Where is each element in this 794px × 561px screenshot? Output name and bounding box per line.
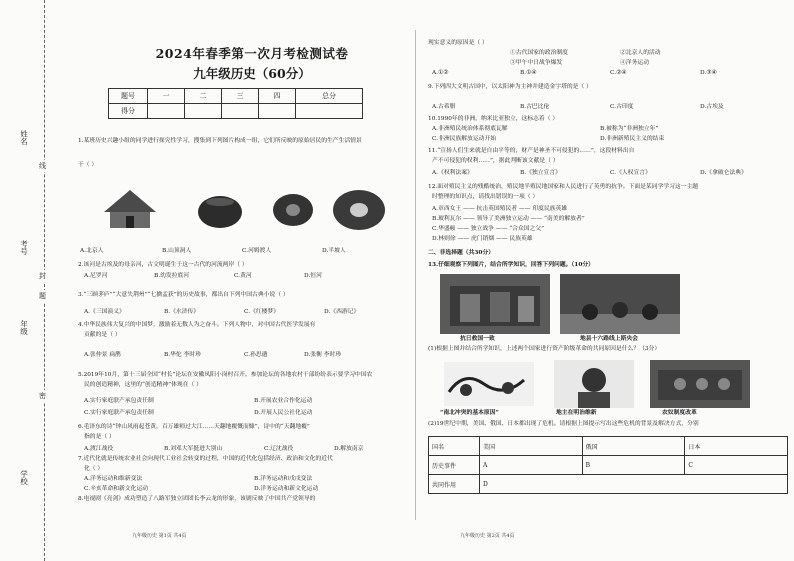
bowl-image [270, 190, 316, 230]
score-header-cell: 三 [222, 89, 259, 104]
binding-strip [0, 0, 62, 561]
q6-option-d[interactable]: D.解放南京 [334, 446, 364, 452]
photo-2-caption: 地县十六路线上斯央会 [580, 336, 638, 342]
answer-row-label: 历史事件 [429, 456, 480, 475]
question-3: 3.“三顾茅庐”“大意失荆州”“七擒孟获”的历史故事，都出自下列中国古典小说（ ） [78, 292, 289, 298]
q3-option-a[interactable]: A.《三国演义》 [84, 309, 125, 315]
photo-1-caption: 抗日救国一致 [460, 336, 495, 342]
question-13: 13.仔细观察下列图片，结合所学知识，回答下列问题。（10分） [428, 262, 594, 268]
answer-header-cell: 美国 [480, 437, 583, 456]
question-4: 4.中华民族伟大复兴的中国梦，激励着无数人为之奋斗。下列人物中，对中国古代医学发展有 [78, 322, 316, 328]
q1-option-d[interactable]: D.半坡人 [322, 248, 346, 254]
q11-option-d[interactable]: D.《拿破仑法典》 [700, 170, 747, 176]
score-cell[interactable] [185, 104, 222, 119]
q6-option-c[interactable]: C.辽沈战役 [264, 446, 294, 452]
q1-option-a[interactable]: A.北京人 [80, 248, 104, 254]
answer-row-label: 共同作用 [429, 475, 480, 494]
prev-question-tail: 现实意义的原因是（ ） [428, 40, 488, 46]
answer-header-cell: 俄国 [582, 437, 685, 456]
question-5: 5.2019年10月，第十三届全国“村长”论坛在安徽凤阳小岗村召开。参加论坛的各地农村干部纷纷表示要学习中国农 [78, 372, 373, 378]
answer-cell[interactable]: D [480, 475, 788, 494]
score-cell[interactable] [148, 104, 185, 119]
q9-option-d[interactable]: D.古埃及 [700, 104, 724, 110]
answer-cell[interactable]: B [582, 456, 685, 475]
meeting-image [650, 360, 750, 408]
q12-option-a[interactable]: A.章西女王 —— 抗击英国殖民者 —— 印度民族英雄 [432, 206, 568, 212]
seal-char: 线 [39, 162, 46, 170]
question-4-tail: 贡献的是（ ） [84, 332, 121, 338]
q3-option-d[interactable]: D.《西游记》 [324, 309, 360, 315]
q5-option-d[interactable]: D.开展人民公社化运动 [254, 410, 313, 416]
q10-option-d[interactable]: D.非洲新殖民主义的结束 [600, 136, 665, 142]
question-12: 12.面对殖民主义的残酷统治，殖民地半殖民地国家和人民进行了英勇的抗争。下面是某同学学习这一主题 [428, 184, 699, 190]
q4-option-a[interactable]: A.张仲景 扁鹊 [84, 352, 121, 358]
question-11-tail: 产不可侵犯的权利……”，据此判断该文献是（ ） [432, 158, 559, 164]
question-7-tail: 化（ ） [84, 466, 104, 472]
q1-option-c[interactable]: C.河姆渡人 [242, 248, 272, 254]
q9-option-b[interactable]: B.古巴比伦 [520, 104, 550, 110]
question-1: 1.某班历史兴趣小组的同学进行探究性学习，搜集到下列图片构成一组，它们所反映的原始居民的生产生活情景 [78, 138, 362, 144]
prev-answer-b[interactable]: B.①④ [520, 70, 537, 76]
q12-option-b[interactable]: B.玻利瓦尔 —— 领导了美洲独立运动 —— “南美的解放者” [432, 216, 585, 222]
score-cell[interactable] [222, 104, 259, 119]
score-cell[interactable] [296, 104, 363, 119]
answer-table [428, 436, 788, 494]
left-column [72, 0, 412, 561]
q7-option-a[interactable]: A.洋务运动和维新变法 [84, 476, 143, 482]
column-divider [415, 30, 416, 520]
q3-option-b[interactable]: B.《水浒传》 [164, 309, 200, 315]
exam-subtitle: 九年级历史（60分） [193, 66, 311, 81]
prev-answer-a[interactable]: A.①② [432, 70, 449, 76]
answer-header-cell: 日本 [685, 437, 788, 456]
score-table [108, 88, 363, 119]
q10-option-c[interactable]: C.非洲民族解放运动开始 [432, 136, 497, 142]
prev-answer-d[interactable]: D.③④ [700, 70, 717, 76]
q2-option-c[interactable]: C.黄河 [234, 273, 252, 279]
question-7: 7.近代化就是传统农业社会向现代工业社会转变的过程，中国的近代化包括经济、政治和文化的近代 [78, 456, 333, 462]
q10-option-b[interactable]: B.被称为“非洲独立年” [600, 126, 659, 132]
section-2-heading: 二、非选择题（共30分） [428, 250, 495, 256]
question-12-tail: 时整理的知识点，请找出错误的一项（ ） [432, 194, 539, 200]
cartoon-image [444, 362, 534, 406]
q6-option-b[interactable]: B.刘邓大军挺进大别山 [164, 446, 223, 452]
page-footer-right: 九年级历史 第2页 共4页 [460, 533, 515, 539]
question-5-tail: 民的创造精神，这里的“创造精神”体现在（ ） [84, 382, 202, 388]
question-11: 11.“宣扬人们生来就是自由平等的，财产是神圣不可侵犯的……”，这段材料出自 [428, 148, 635, 154]
name-label: 姓名 [19, 130, 29, 145]
question-13-1: (1)根据上图并结合所学知识，上述两个国家进行资产阶级革命的共同原因是什么？（3分） [428, 346, 661, 352]
answer-cell[interactable]: A [480, 456, 583, 475]
q12-option-c[interactable]: C.华盛顿 —— 独立战争 —— “合众国之父” [432, 226, 545, 232]
score-header-cell: 题号 [109, 89, 148, 104]
q2-option-a[interactable]: A.尼罗河 [84, 273, 108, 279]
q5-option-b[interactable]: B.开展农业合作化运动 [254, 398, 313, 404]
right-column [420, 0, 790, 561]
q1-option-b[interactable]: B.山顶洞人 [162, 248, 192, 254]
portrait-caption: 地主在明治维新 [556, 410, 597, 416]
question-1-tail: 于（ ） [78, 162, 98, 168]
score-row-label: 得分 [109, 104, 148, 119]
q9-option-c[interactable]: C.古印度 [610, 104, 634, 110]
prev-option-4: ④洋务运动 [620, 60, 649, 66]
q10-option-a[interactable]: A.非洲殖民统治体系彻底瓦解 [432, 126, 508, 132]
seal-char: 封 [39, 272, 46, 280]
answer-header-cell: 国名 [429, 437, 480, 456]
exam-title: 2024年春季第一次月考检测试卷 [155, 46, 349, 61]
prev-option-2: ②北京人的活动 [620, 50, 661, 56]
portrait-image [554, 360, 634, 408]
q7-option-c[interactable]: C.辛亥革命和新文化运动 [84, 486, 149, 492]
q12-option-d[interactable]: D.林则徐 —— 虎门销烟 —— 民族英雄 [432, 236, 533, 242]
id-label: 考号 [19, 240, 29, 255]
q5-option-a[interactable]: A.实行家庭联产承包责任制 [84, 398, 154, 404]
question-2: 2.该河是古埃及的母亲河，古文明诞生于这一古代的河流两岸（ ） [78, 262, 248, 268]
q7-option-d[interactable]: D.洋务运动和新文化运动 [254, 486, 319, 492]
seal-char: 题 [39, 292, 46, 300]
answer-cell[interactable]: C [685, 456, 788, 475]
q7-option-b[interactable]: B.洋务运动和戊戌变法 [254, 476, 313, 482]
hut-image [100, 186, 160, 232]
q5-option-c[interactable]: C.实行家庭联产承包责任制 [84, 410, 154, 416]
q4-option-b[interactable]: B.华佗 李时珍 [164, 352, 201, 358]
question-8: 8.电视剧《亮剑》成功塑造了八路军独立团团长李云龙的形象，该剧反映了中国共产党领导的 [78, 496, 316, 502]
score-header-cell: 四 [259, 89, 296, 104]
seal-char: 密 [39, 392, 46, 400]
prev-answer-c[interactable]: C.②④ [610, 70, 627, 76]
q6-option-a[interactable]: A.渡江战役 [84, 446, 114, 452]
question-10: 10.1990年的非洲，纳米比亚独立，这标志着（ ） [428, 116, 559, 122]
pottery-image [194, 190, 246, 230]
question-13-2: (2)19世纪中期，美国、俄国、日本都出现了危机。请根据上图提示写出这些危机的背景及解决方式，分别 [428, 421, 699, 427]
q11-option-b[interactable]: B.《独立宣言》 [520, 170, 561, 176]
question-6: 6.毛泽东的诗“钟山风雨起苍黄，百万雄师过大江……天翻地覆慨而慷”，诗中的“天翻地覆” [78, 424, 310, 430]
q11-option-a[interactable]: A.《权利法案》 [432, 170, 473, 176]
prev-option-1: ①古代国家的政治制度 [510, 50, 568, 56]
q4-option-c[interactable]: C.孙思邈 [244, 352, 268, 358]
q9-option-a[interactable]: A.古希腊 [432, 104, 456, 110]
school-label: 学校 [19, 470, 29, 485]
question-9: 9.下列四大文明古国中，以太阳神为主神并建造金字塔的是（ ） [428, 84, 592, 90]
q3-option-c[interactable]: C.《红楼梦》 [244, 309, 280, 315]
score-header-cell: 二 [185, 89, 222, 104]
q11-option-c[interactable]: C.《人权宣言》 [610, 170, 651, 176]
score-cell[interactable] [259, 104, 296, 119]
page-footer-left: 九年级历史 第1页 共4页 [132, 533, 187, 539]
score-header-cell: 总分 [296, 89, 363, 104]
q2-option-b[interactable]: B.幼发拉底河 [154, 273, 190, 279]
prev-option-3: ③甲午中日战争爆发 [510, 60, 563, 66]
q4-option-d[interactable]: D.张衡 李时珍 [304, 352, 342, 358]
photo-1 [440, 274, 550, 334]
q2-option-d[interactable]: D.恒河 [304, 273, 322, 279]
cartoon-caption: “南北冲突的基本原因” [440, 410, 499, 416]
question-6-tail: 指的是（ ） [84, 434, 115, 440]
score-header-cell: 一 [148, 89, 185, 104]
jade-disc-image [330, 186, 388, 232]
photo-2 [560, 274, 680, 334]
meeting-caption: 农奴制度改革 [662, 410, 697, 416]
grade-label: 年级 [19, 320, 29, 335]
